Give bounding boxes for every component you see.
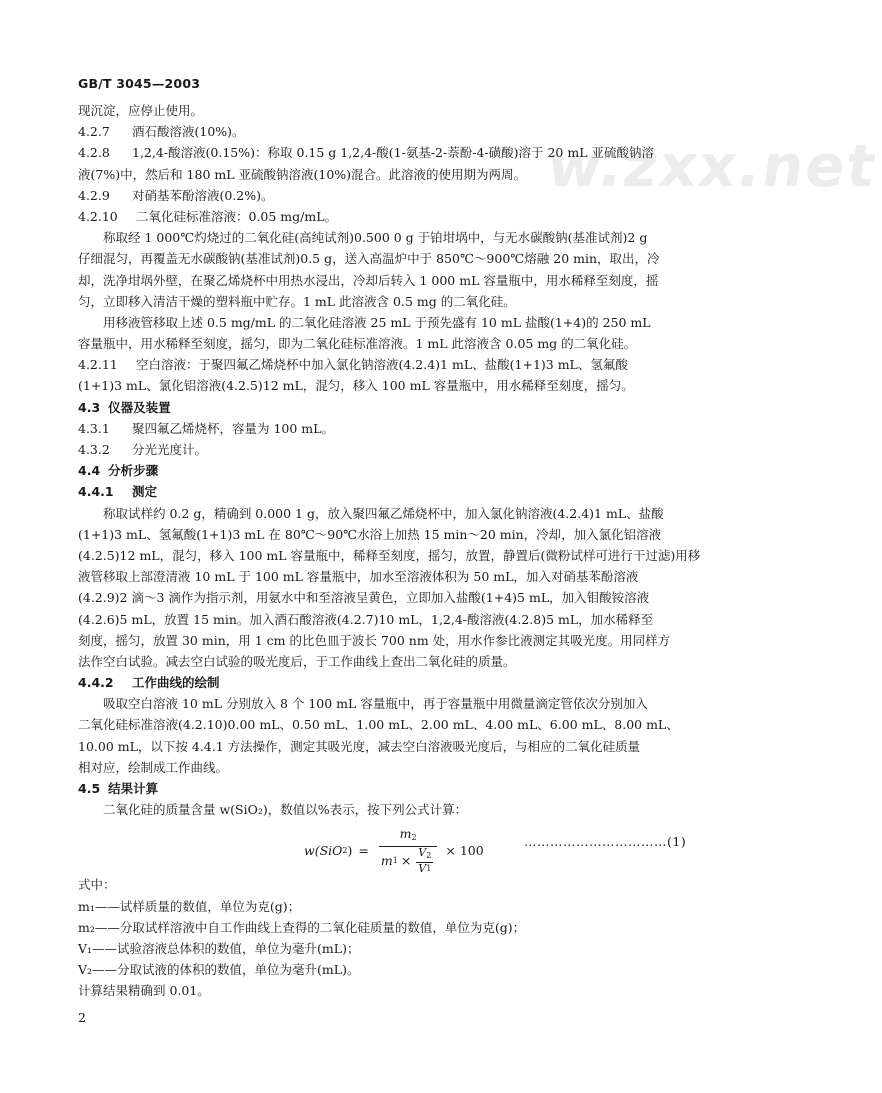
paragraph-line: 法作空白试验。减去空白试验的吸光度后，于工作曲线上查出二氧化硅的质量。 <box>78 653 516 669</box>
page-number: 2 <box>78 1010 86 1025</box>
clause-number: 4.2.8 <box>78 145 110 161</box>
paragraph-line: 匀，立即移入清洁干燥的塑料瓶中贮存。1 mL 此溶液含 0.5 mg 的二氧化硅。 <box>78 293 516 309</box>
text-line: 现沉淀，应停止使用。 <box>78 103 204 118</box>
paragraph-line: (1+1)3 mL、氢氟酸(1+1)3 mL 在 80℃～90℃水浴上加热 15 min～20 min，冷却，加入氯化铝溶液 <box>78 526 662 542</box>
where-label: 式中： <box>78 877 116 893</box>
paragraph-line: 却，洗净坩埚外壁，在聚乙烯烧杯中用热水浸出，冷却后转入 1 000 mL 容量瓶中，用水稀释至刻度，摇 <box>78 272 659 288</box>
watermark: w.zxx.net <box>543 132 882 200</box>
section-title: 结果计算 <box>108 781 159 796</box>
formula-1 <box>78 824 728 876</box>
formula-lhs-w: w(SiO <box>304 843 343 859</box>
section-title: 分析步骤 <box>108 463 159 479</box>
paragraph-line: 液管移取上部澄清液 10 mL 于 100 mL 容量瓶中，加水至溶液体积为 50 mL，加入对硝基苯酚溶液 <box>78 569 639 585</box>
section-number: 4.4.1 <box>78 484 114 500</box>
variable-definition: m₁——试样质量的数值，单位为克(g)； <box>78 898 301 914</box>
clause-4-3-1 <box>78 418 728 439</box>
paragraph-line: 二氧化硅的质量含量 w(SiO₂)，数值以%表示，按下列公式计算： <box>103 802 468 818</box>
clause-continuation: 液(7%)中，然后和 180 mL 亚硫酸钠溶液(10%)混合。此溶液的使用期为两周。 <box>78 166 527 182</box>
paragraph-line: 称取经 1 000℃灼烧过的二氧化硅(高纯试剂)0.500 0 g 于铂坩埚中，与无水碳酸钠(基准试剂)2 g <box>103 230 648 246</box>
clause-number: 4.2.7 <box>78 124 110 140</box>
formula-lhs-close: ) <box>347 843 353 859</box>
paragraph-line: 10.00 mL，以下按 4.4.1 方法操作，测定其吸光度，减去空白溶液吸光度后，与相应的二氧化硅质量 <box>78 738 641 754</box>
section-number: 4.5 <box>78 781 101 796</box>
paragraph-line: 相对应，绘制成工作曲线。 <box>78 759 229 775</box>
paragraph-line: 仔细混匀，再覆盖无水碳酸钠(基准试剂)0.5 g，送入高温炉中于 850℃～900℃熔融 20 min，取出，冷 <box>78 251 660 267</box>
clause-4-2-8 <box>78 142 728 163</box>
clause-text: 酒石酸溶液(10%)。 <box>132 124 245 140</box>
paragraph-line: (4.2.9)2 滴～3 滴作为指示剂，用氨水中和至溶液呈黄色，立即加入盐酸(1+4)5 mL，加入钼酸铵溶液 <box>78 590 650 606</box>
section-title: 工作曲线的绘制 <box>132 675 220 691</box>
paragraph-line: 计算结果精确到 0.01。 <box>78 983 210 999</box>
clause-number: 4.3.1 <box>78 420 110 436</box>
variable-definition: m₂——分取试样溶液中自工作曲线上查得的二氧化硅质量的数值，单位为克(g)； <box>78 919 526 935</box>
clause-text: 二氧化硅标准溶液：0.05 mg/mL。 <box>136 208 338 224</box>
clause-number: 4.2.11 <box>78 357 118 373</box>
section-title: 测定 <box>132 484 158 500</box>
section-heading-4-4-2 <box>78 672 728 693</box>
variable-definition: V₂——分取试液的体积的数值，单位为毫升(mL)。 <box>78 962 360 978</box>
section-number: 4.3 <box>78 399 101 415</box>
clause-text: 对硝基苯酚溶液(0.2%)。 <box>132 187 274 203</box>
formula-equals: = <box>358 843 369 859</box>
clause-4-2-11 <box>78 354 728 375</box>
paragraph-line: 用移液管移取上述 0.5 mg/mL 的二氧化硅溶液 25 mL 于预先盛有 10 mL 盐酸(1+4)的 250 mL <box>103 314 651 330</box>
paragraph-line: 刻度，摇匀，放置 30 min，用 1 cm 的比色皿于波长 700 nm 处，用水作参比液测定其吸光度。用同样方 <box>78 632 671 648</box>
paragraph-line: (4.2.6)5 mL，放置 15 min。加入酒石酸溶液(4.2.7)10 mL，1,2,4-酸溶液(4.2.8)5 mL，加水稀释至 <box>78 611 654 627</box>
section-title: 仪器及装置 <box>108 399 171 415</box>
section-heading-4-4 <box>78 460 728 481</box>
formula-times: × <box>445 843 456 859</box>
section-heading-4-4-1 <box>78 481 728 502</box>
paragraph-line: 容量瓶中，用水稀释至刻度，摇匀，即为二氧化硅标准溶液。1 mL 此溶液含 0.05 mg 的二氧化硅。 <box>78 336 637 352</box>
variable-definition: V₁——试验溶液总体积的数值，单位为毫升(mL)； <box>78 940 360 956</box>
paragraph-line: (4.2.5)12 mL，混匀，移入 100 mL 容量瓶中，稀释至刻度，摇匀，放置，静置后(微粉试样可进行干过滤)用移 <box>78 547 701 563</box>
document-body <box>78 100 728 1002</box>
clause-number: 4.2.10 <box>78 208 118 224</box>
paragraph-line: 称取试样约 0.2 g，精确到 0.000 1 g，放入聚四氟乙烯烧杯中，加入氯化钠溶液(4.2.4)1 mL、盐酸 <box>103 505 664 521</box>
paragraph-line: 二氧化硅标准溶液(4.2.10)0.00 mL、0.50 mL、1.00 mL、2.00 mL、4.00 mL、6.00 mL、8.00 mL、 <box>78 717 679 733</box>
formula-fraction <box>379 826 437 875</box>
standard-header: GB/T 3045—2003 <box>78 76 201 91</box>
equation-number: ……………………………(1) <box>524 834 687 850</box>
clause-number: 4.2.9 <box>78 187 110 203</box>
formula-denominator: m 1 × $V_2$ V 1 <box>379 846 437 875</box>
clause-text: 1,2,4-酸溶液(0.15%)：称取 0.15 g 1,2,4-酸(1-氨基-2-萘酚-4-磺酸)溶于 20 mL 亚硫酸钠溶 <box>132 145 654 161</box>
paragraph-line: 吸取空白溶液 10 mL 分别放入 8 个 100 mL 容量瓶中，再于容量瓶中用微量滴定管依次分别加入 <box>103 696 648 712</box>
formula-numerator: $m_2$ <box>399 826 417 843</box>
formula-hundred: 100 <box>459 843 484 859</box>
section-heading-4-3 <box>78 397 728 418</box>
section-heading-4-5 <box>78 778 728 799</box>
formula-expression <box>304 826 484 875</box>
clause-4-3-2 <box>78 439 728 460</box>
clause-text: 分光光度计。 <box>132 442 208 457</box>
clause-4-2-9 <box>78 185 728 206</box>
section-number: 4.4.2 <box>78 675 114 691</box>
formula-volume-ratio: $V_2$ V 1 <box>418 846 432 876</box>
section-number: 4.4 <box>78 463 101 479</box>
clause-continuation: (1+1)3 mL、氯化铝溶液(4.2.5)12 mL，混匀，移入 100 mL 容量瓶中，用水稀释至刻度，摇匀。 <box>78 378 634 394</box>
clause-text: 聚四氟乙烯烧杯，容量为 100 mL。 <box>132 420 334 436</box>
clause-4-2-10 <box>78 206 728 227</box>
formula-lhs-sub: 2 <box>342 846 348 856</box>
clause-4-2-7 <box>78 121 728 142</box>
clause-text: 空白溶液：于聚四氟乙烯烧杯中加入氯化钠溶液(4.2.4)1 mL、盐酸(1+1)3 mL、氢氟酸 <box>136 357 628 373</box>
clause-number: 4.3.2 <box>78 442 110 457</box>
